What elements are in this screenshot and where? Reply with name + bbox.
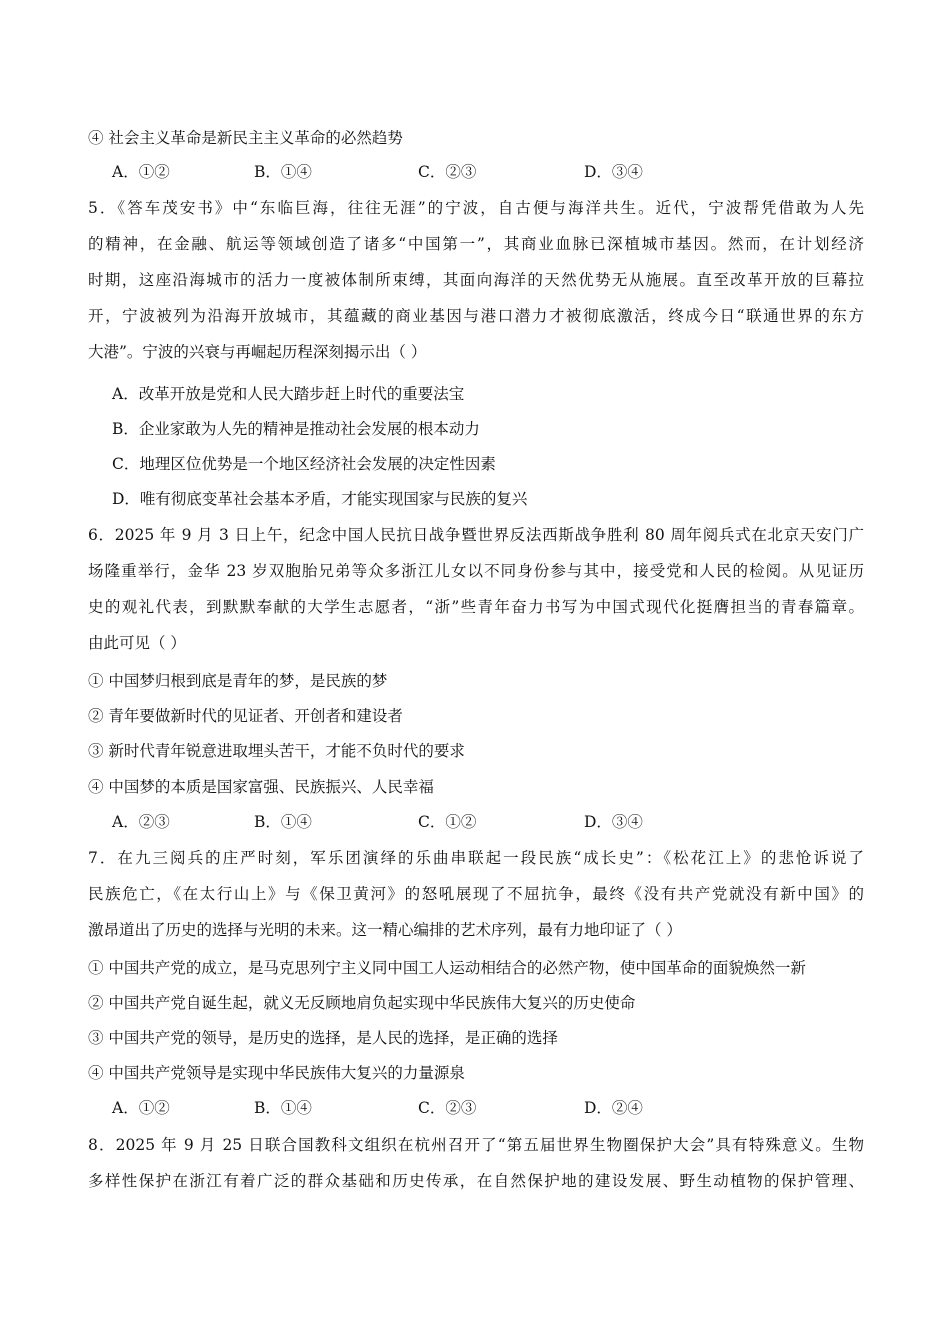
q7-option-d[interactable]: D．②④ bbox=[584, 1099, 643, 1117]
q5-choice-c[interactable]: C．地理区位优势是一个地区经济社会发展的决定性因素 bbox=[112, 455, 496, 473]
q7-stem-line: 7．在九三阅兵的庄严时刻，军乐团演绎的乐曲串联起一段民族“成长史”：《松花江上》的悲怆诉说了 bbox=[88, 849, 864, 867]
q6-option-a[interactable]: A．②③ bbox=[112, 813, 170, 831]
q8-stem-line: 8．2025 年 9 月 25 日联合国教科文组织在杭州召开了“第五届世界生物圈保护大会”具有特殊意义。生物 bbox=[88, 1136, 864, 1154]
q5-choice-a[interactable]: A．改革开放是党和人民大踏步赶上时代的重要法宝 bbox=[112, 385, 465, 403]
q7-option-b[interactable]: B．①④ bbox=[254, 1099, 312, 1117]
q5-stem-line: 开，宁波被列为沿海开放城市，其蕴藏的商业基因与港口潜力才被彻底激活，终成今日“联通世界的东方 bbox=[88, 307, 864, 325]
q7-stem-line: 民族危亡，《在太行山上》与《保卫黄河》的怒吼展现了不屈抗争，最终《没有共产党就没有新中国》的 bbox=[88, 885, 864, 903]
q4-option-c[interactable]: C．②③ bbox=[418, 163, 477, 181]
q5-choice-b[interactable]: B．企业家敢为人先的精神是推动社会发展的根本动力 bbox=[112, 420, 480, 438]
q6-stem-line: 由此可见（ ） bbox=[88, 634, 186, 652]
q7-stem-line: 激昂道出了历史的选择与光明的未来。这一精心编排的艺术序列，最有力地印证了（ ） bbox=[88, 921, 682, 939]
q6-option-c[interactable]: C．①② bbox=[418, 813, 477, 831]
q5-stem-line: 时期，这座沿海城市的活力一度被体制所束缚，其面向海洋的天然优势无从施展。直至改革开放的巨幕拉 bbox=[88, 271, 864, 289]
q6-statement-1: ① 中国梦归根到底是青年的梦，是民族的梦 bbox=[88, 672, 388, 690]
q4-statement-4: ④ 社会主义革命是新民主主义革命的必然趋势 bbox=[88, 129, 403, 147]
q6-stem-line: 史的观礼代表，到默默奉献的大学生志愿者，“浙”些青年奋力书写为中国式现代化挺膺担当的青春篇章。 bbox=[88, 598, 864, 616]
q7-option-a[interactable]: A．①② bbox=[112, 1099, 170, 1117]
q4-option-a[interactable]: A．①② bbox=[112, 163, 170, 181]
q6-statement-4: ④ 中国梦的本质是国家富强、民族振兴、人民幸福 bbox=[88, 778, 434, 796]
q6-option-b[interactable]: B．①④ bbox=[254, 813, 312, 831]
q7-option-c[interactable]: C．②③ bbox=[418, 1099, 477, 1117]
q5-stem-line: 大港”。宁波的兴衰与再崛起历程深刻揭示出（ ） bbox=[88, 343, 427, 361]
q5-choice-d[interactable]: D．唯有彻底变革社会基本矛盾，才能实现国家与民族的复兴 bbox=[112, 490, 528, 508]
q4-option-b[interactable]: B．①④ bbox=[254, 163, 312, 181]
q5-stem-line: 的精神，在金融、航运等领域创造了诸多“中国第一”，其商业血脉已深植城市基因。然而，在计划经济 bbox=[88, 235, 864, 253]
q8-stem-line: 多样性保护在浙江有着广泛的群众基础和历史传承，在自然保护地的建设发展、野生动植物的保护管理、 bbox=[88, 1172, 864, 1190]
q7-statement-2: ② 中国共产党自诞生起，就义无反顾地肩负起实现中华民族伟大复兴的历史使命 bbox=[88, 994, 636, 1012]
q6-stem-line: 6．2025 年 9 月 3 日上午，纪念中国人民抗日战争暨世界反法西斯战争胜利 80 周年阅兵式在北京天安门广 bbox=[88, 526, 864, 544]
q6-statement-3: ③ 新时代青年锐意进取埋头苦干，才能不负时代的要求 bbox=[88, 742, 465, 760]
q6-option-d[interactable]: D．③④ bbox=[584, 813, 643, 831]
q7-statement-3: ③ 中国共产党的领导，是历史的选择，是人民的选择，是正确的选择 bbox=[88, 1029, 558, 1047]
q5-stem-line: 5．《答车茂安书》中“东临巨海，往往无涯”的宁波，自古便与海洋共生。近代，宁波帮凭借敢为人先 bbox=[88, 199, 864, 217]
q4-option-d[interactable]: D．③④ bbox=[584, 163, 643, 181]
q7-statement-1: ① 中国共产党的成立，是马克思列宁主义同中国工人运动相结合的必然产物，使中国革命的面貌焕然一新 bbox=[88, 959, 806, 977]
q6-stem-line: 场隆重举行，金华 23 岁双胞胎兄弟等众多浙江儿女以不同身份参与其中，接受党和人民的检阅。从见证历 bbox=[88, 562, 864, 580]
q6-statement-2: ② 青年要做新时代的见证者、开创者和建设者 bbox=[88, 707, 403, 725]
q7-statement-4: ④ 中国共产党领导是实现中华民族伟大复兴的力量源泉 bbox=[88, 1064, 465, 1082]
